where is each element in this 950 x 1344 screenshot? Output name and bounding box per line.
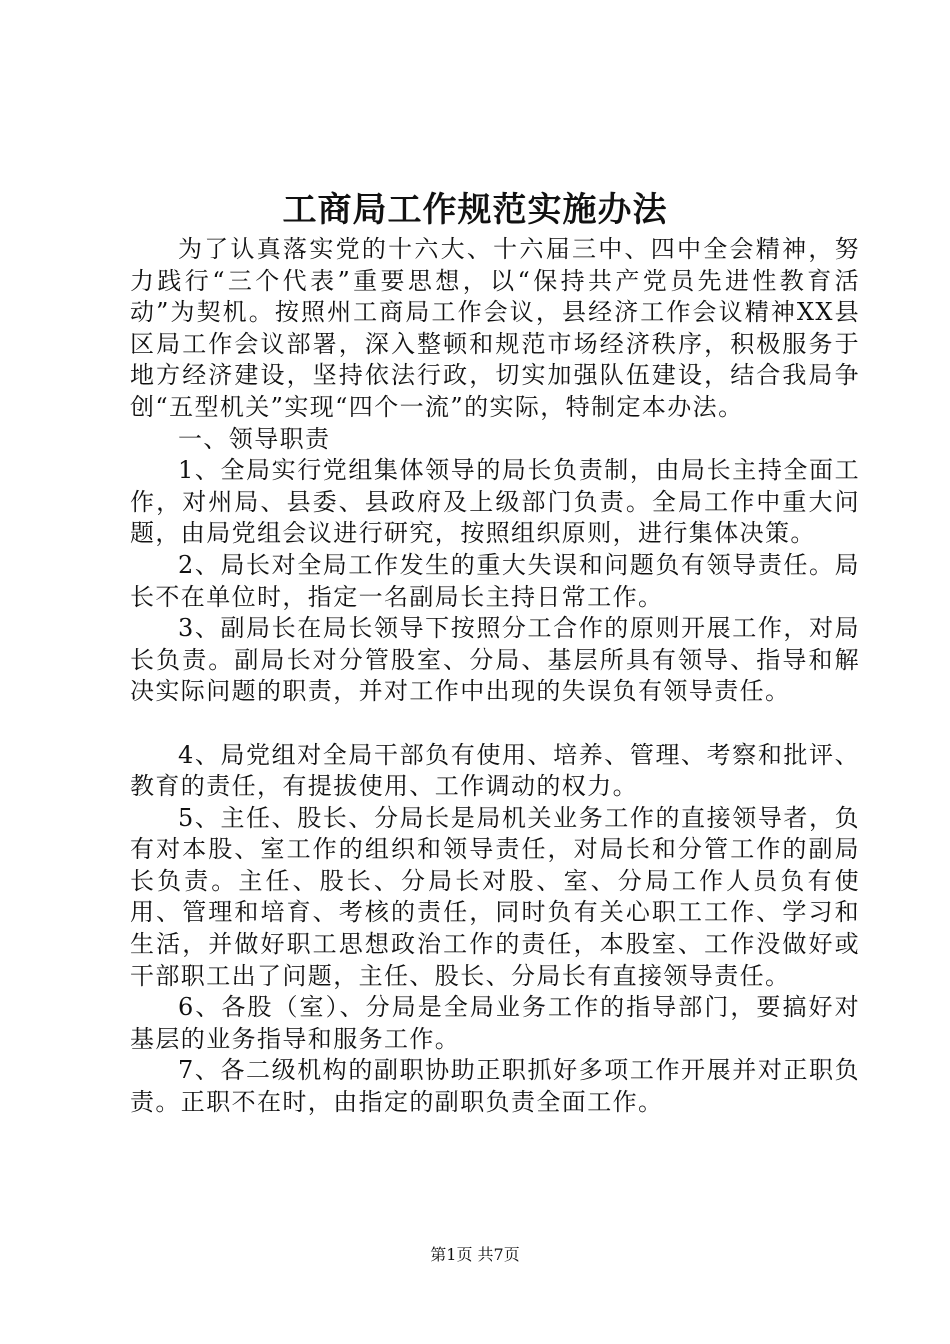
clause-2-paragraph: 2、局长对全局工作发生的重大失误和问题负有领导责任。局长不在单位时，指定一名副局长主持日常工作。	[130, 550, 860, 611]
document-body	[130, 234, 860, 1119]
document-title: 工商局工作规范实施办法	[282, 190, 668, 230]
clause-3-paragraph: 3、副局长在局长领导下按照分工合作的原则开展工作，对局长负责。副局长对分管股室、分局、基层所具有领导、指导和解决实际问题的职责，并对工作中出现的失误负有领导责任。	[130, 614, 860, 706]
clause-5-paragraph: 5、主任、股长、分局长是局机关业务工作的直接领导者，负有对本股、室工作的组织和领导责任，对局长和分管工作的副局长负责。主任、股长、分局长对股、室、分局工作人员负有使用、管理和培育、考核的责任，同时负有关心职工工作、学习和生活，并做好职工思想政治工作的责任，本股室、工作没做好或干部职工出了问题，主任、股长、分局长有直接领导责任。	[130, 803, 860, 990]
page-footer: 第1页 共7页	[430, 1245, 520, 1264]
clause-4-paragraph: 4、局党组对全局干部负有使用、培养、管理、考察和批评、教育的责任，有提拔使用、工作调动的权力。	[130, 740, 860, 801]
clause-6-paragraph: 6、各股（室）、分局是全局业务工作的指导部门，要搞好对基层的业务指导和服务工作。	[130, 993, 860, 1053]
clause-7-paragraph: 7、各二级机构的副职协助正职抓好多项工作开展并对正职负责。正职不在时，由指定的副职负责全面工作。	[130, 1056, 860, 1117]
section-heading-leadership: 一、领导职责	[178, 424, 331, 453]
intro-paragraph: 为了认真落实党的十六大、十六届三中、四中全会精神，努力践行“三个代表”重要思想，以“保持共产党员先进性教育活动”为契机。按照州工商局工作会议，县经济工作会议精神XX县区局工作会议部署，深入整顿和规范市场经济秩序，积极服务于地方经济建设，坚持依法行政，切实加强队伍建设，结合我局争创“五型机关”实现“四个一流”的实际，特制定本办法。	[130, 235, 860, 421]
clause-1-paragraph: 1、全局实行党组集体领导的局长负责制，由局长主持全面工作，对州局、县委、县政府及上级部门负责。全局工作中重大问题，由局党组会议进行研究，按照组织原则，进行集体决策。	[130, 456, 860, 548]
